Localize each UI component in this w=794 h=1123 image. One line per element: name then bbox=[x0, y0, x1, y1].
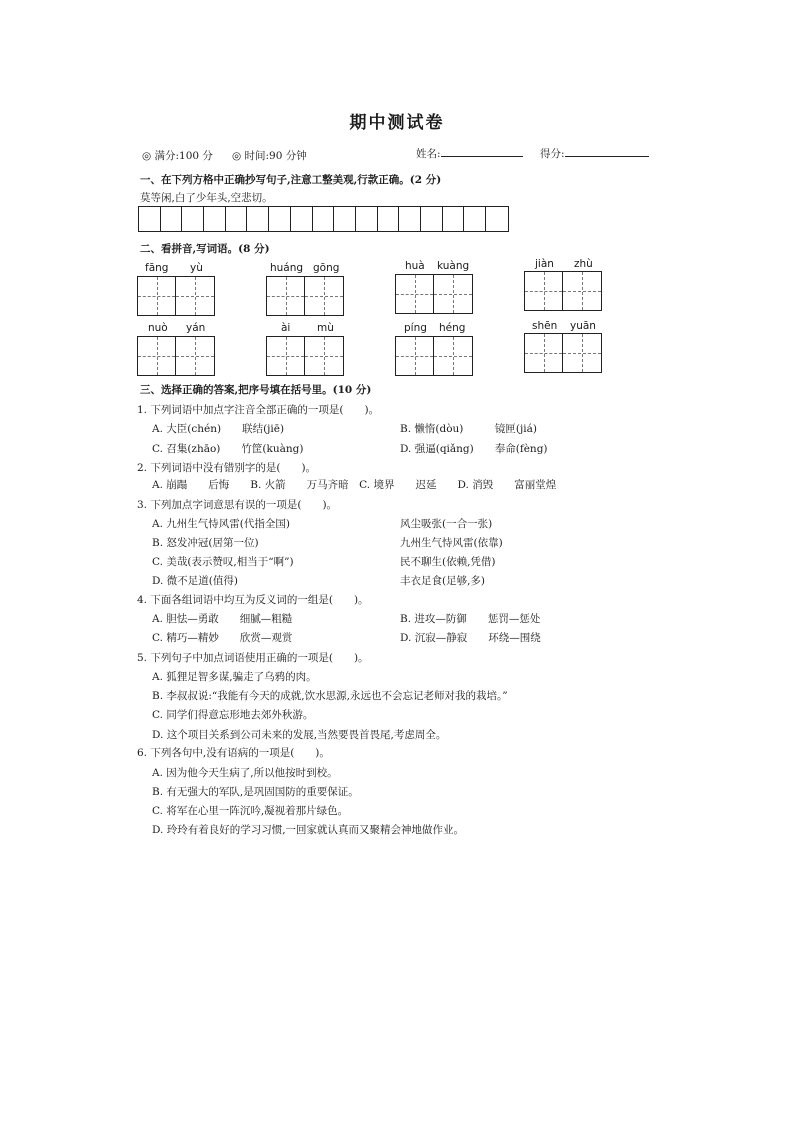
pinyin-yu: yù bbox=[190, 262, 203, 274]
section-2-heading: 二、看拼音,写词语。(8 分) bbox=[140, 243, 270, 255]
q4-option-a[interactable]: A. 胆怯—勇敢 细腻—粗糙 bbox=[152, 613, 293, 625]
pinyin-ping: píng bbox=[404, 322, 427, 334]
name-field[interactable] bbox=[416, 146, 523, 161]
score-blank[interactable] bbox=[565, 146, 649, 157]
name-label: 姓名: bbox=[416, 148, 441, 160]
copy-grid[interactable] bbox=[138, 206, 509, 232]
q5-stem: 5. 下列句子中加点词语使用正确的一项是( )。 bbox=[137, 652, 369, 664]
q6-option-a[interactable]: A. 因为他今天生病了,所以他按时到校。 bbox=[152, 767, 338, 779]
pinyin-huang: huáng bbox=[270, 262, 304, 274]
q5-option-c[interactable]: C. 同学们得意忘形地去郊外秋游。 bbox=[152, 709, 314, 721]
pinyin-yan: yán bbox=[186, 322, 206, 334]
q5-option-a[interactable]: A. 狐狸足智多谋,骗走了乌鸦的肉。 bbox=[152, 671, 317, 683]
pinyin-zhu: zhù bbox=[574, 258, 593, 270]
answer-grid-4[interactable] bbox=[524, 271, 602, 311]
pinyin-fang: fāng bbox=[145, 262, 169, 274]
pinyin-ai: ài bbox=[281, 322, 291, 334]
q6-option-d[interactable]: D. 玲玲有着良好的学习习惯,一回家就认真而又聚精会神地做作业。 bbox=[152, 824, 465, 836]
pinyin-gong: gōng bbox=[313, 262, 340, 274]
page-title: 期中测试卷 bbox=[349, 113, 445, 133]
q6-option-b[interactable]: B. 有无强大的军队,是巩固国防的重要保证。 bbox=[152, 786, 359, 798]
pinyin-heng: héng bbox=[439, 322, 466, 334]
answer-grid-2[interactable] bbox=[266, 276, 344, 316]
q3-stem: 3. 下列加点字词意思有误的一项是( )。 bbox=[137, 499, 338, 511]
section-1-sentence: 莫等闲,白了少年头,空悲切。 bbox=[140, 192, 273, 204]
pinyin-nuo: nuò bbox=[148, 322, 168, 334]
q3-option-b-2: 九州生气恃风雷(依靠) bbox=[400, 537, 503, 549]
score-field[interactable] bbox=[540, 146, 649, 161]
answer-grid-1[interactable] bbox=[137, 276, 215, 316]
pinyin-mu: mù bbox=[317, 322, 334, 334]
q1-option-c[interactable]: C. 召集(zhāo) 竹筐(kuàng) bbox=[152, 443, 304, 455]
pinyin-hua: huà bbox=[405, 260, 425, 272]
q3-option-d-2: 丰衣足食(足够,多) bbox=[400, 575, 486, 587]
q1-option-b[interactable]: B. 懒惰(dòu) 镜匣(jiá) bbox=[400, 423, 537, 435]
q3-option-c[interactable]: C. 美哉(表示赞叹,相当于“啊”) bbox=[152, 556, 294, 568]
score-label: 得分: bbox=[540, 148, 565, 160]
q2-stem: 2. 下列词语中没有错别字的是( )。 bbox=[137, 462, 317, 474]
q6-stem: 6. 下列各句中,没有语病的一项是( )。 bbox=[137, 747, 330, 759]
q5-option-d[interactable]: D. 这个项目关系到公司未来的发展,当然要畏首畏尾,考虑周全。 bbox=[152, 729, 447, 741]
q2-options[interactable]: A. 崩蹋 后悔 B. 火箭 万马齐暗 C. 境界 迟延 D. 消毁 富丽堂煌 bbox=[152, 479, 557, 491]
answer-grid-6[interactable] bbox=[266, 336, 344, 376]
name-blank[interactable] bbox=[441, 146, 523, 157]
q3-option-d[interactable]: D. 微不足道(值得) bbox=[152, 575, 238, 587]
pinyin-shen: shēn bbox=[532, 320, 558, 332]
q1-option-a[interactable]: A. 大臣(chén) 联结(jiē) bbox=[152, 423, 285, 435]
exam-time: ◎ 时间:90 分钟 bbox=[232, 150, 307, 162]
q4-option-c[interactable]: C. 精巧—精妙 欣赏—观赏 bbox=[152, 632, 293, 644]
q5-option-b[interactable]: B. 李叔叔说:“我能有今天的成就,饮水思源,永远也不会忘记老师对我的栽培。” bbox=[152, 690, 508, 702]
q3-option-a-2: 风尘吸张(一合一张) bbox=[400, 518, 493, 530]
q1-stem: 1. 下列词语中加点字注音全部正确的一项是( )。 bbox=[137, 404, 380, 416]
answer-grid-8[interactable] bbox=[524, 333, 602, 373]
q3-option-a[interactable]: A. 九州生气恃风雷(代指全国) bbox=[152, 518, 290, 530]
q6-option-c[interactable]: C. 将军在心里一阵沉吟,凝视着那片绿色。 bbox=[152, 805, 349, 817]
answer-grid-7[interactable] bbox=[395, 336, 473, 376]
pinyin-jian: jiàn bbox=[535, 258, 554, 270]
pinyin-yuan: yuān bbox=[570, 320, 596, 332]
q4-stem: 4. 下面各组词语中均互为反义词的一组是( )。 bbox=[137, 594, 369, 606]
section-3-heading: 三、选择正确的答案,把序号填在括号里。(10 分) bbox=[140, 384, 372, 396]
q4-option-d[interactable]: D. 沉寂—静寂 环绕—围绕 bbox=[400, 632, 541, 644]
q3-option-b[interactable]: B. 怒发冲冠(居第一位) bbox=[152, 537, 259, 549]
q1-option-d[interactable]: D. 强逼(qiǎng) 奉命(fèng) bbox=[400, 443, 548, 455]
pinyin-kuang: kuàng bbox=[437, 260, 470, 272]
full-score: ◎ 满分:100 分 bbox=[142, 150, 213, 162]
q3-option-c-2: 民不聊生(依赖,凭借) bbox=[400, 556, 496, 568]
section-1-heading: 一、在下列方格中正确抄写句子,注意工整美观,行款正确。(2 分) bbox=[140, 174, 442, 186]
q4-option-b[interactable]: B. 进攻—防御 惩罚—惩处 bbox=[400, 613, 541, 625]
answer-grid-3[interactable] bbox=[395, 274, 473, 314]
answer-grid-5[interactable] bbox=[137, 336, 215, 376]
